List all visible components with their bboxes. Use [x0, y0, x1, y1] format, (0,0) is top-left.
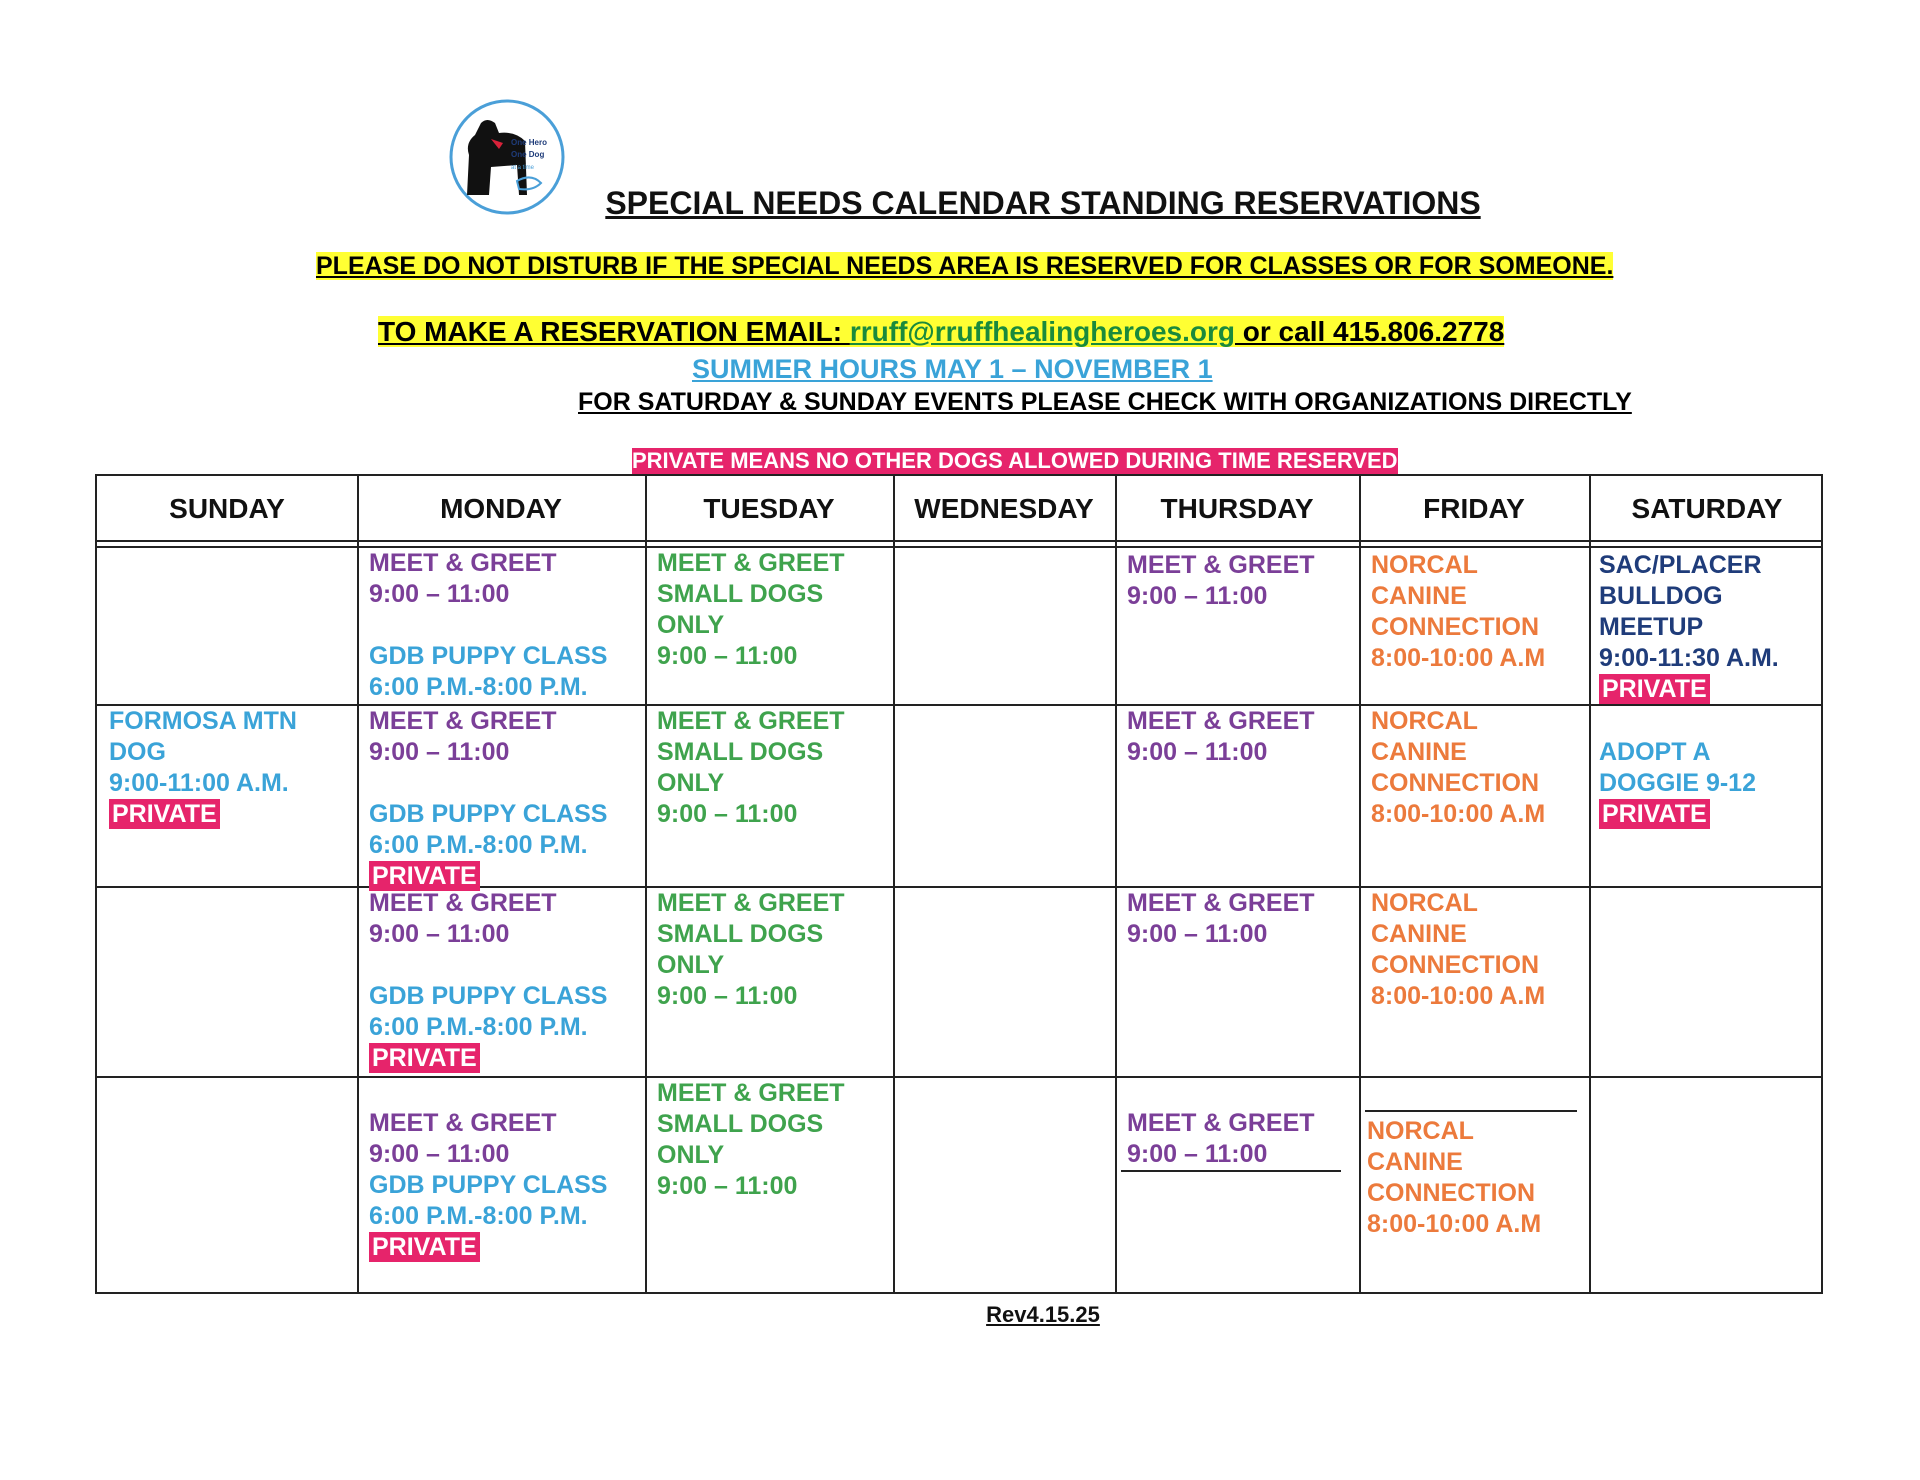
meet-greet-time: 9:00 – 11:00	[657, 982, 798, 1010]
meet-greet-label: MEET & GREET	[1127, 707, 1315, 735]
gdb-class-label: GDB PUPPY CLASS	[369, 800, 608, 828]
meet-greet-time: 9:00 – 11:00	[657, 800, 798, 828]
week1-friday	[1371, 550, 1545, 674]
meet-greet-time: 9:00 – 11:00	[369, 738, 510, 766]
meet-greet-label: MEET & GREET	[369, 889, 557, 917]
reservation-email-link[interactable]: rruff@rruffhealingheroes.org	[849, 316, 1235, 347]
small-dogs-label: SMALL DOGS	[657, 1110, 824, 1138]
header-sunday: SUNDAY	[169, 493, 285, 524]
only-label: ONLY	[657, 611, 725, 639]
week4-tuesday	[657, 1078, 845, 1202]
header-saturday: SATURDAY	[1631, 493, 1783, 524]
adopt-label: ADOPT A	[1599, 738, 1711, 766]
weekend-note: FOR SATURDAY & SUNDAY EVENTS PLEASE CHECK WITH ORGANIZATIONS DIRECTLY	[578, 388, 1632, 416]
canine-label: CANINE	[1371, 738, 1467, 766]
canine-label: CANINE	[1367, 1148, 1463, 1176]
reservation-prefix: TO MAKE A RESERVATION EMAIL:	[378, 316, 850, 347]
gdb-class-time: 6:00 P.M.-8:00 P.M.	[369, 1202, 588, 1230]
norcal-label: NORCAL	[1371, 551, 1478, 579]
calendar-table	[95, 474, 1823, 1294]
reservation-phone: or call 415.806.2778	[1234, 316, 1505, 347]
only-label: ONLY	[657, 1141, 725, 1169]
meet-greet-time: 9:00 – 11:00	[369, 920, 510, 948]
formosa-time: 9:00-11:00 A.M.	[109, 769, 289, 797]
week1-thursday	[1127, 550, 1315, 612]
header-wednesday: WEDNESDAY	[914, 493, 1094, 524]
norcal-time: 8:00-10:00 A.M	[1371, 800, 1546, 828]
week2-friday	[1371, 706, 1545, 830]
meet-greet-label: MEET & GREET	[657, 1079, 845, 1107]
meet-greet-label: MEET & GREET	[369, 549, 557, 577]
header-friday: FRIDAY	[1423, 493, 1525, 524]
norcal-label: NORCAL	[1367, 1117, 1474, 1145]
header-monday: MONDAY	[440, 493, 562, 524]
connection-label: CONNECTION	[1367, 1179, 1536, 1207]
gdb-class-label: GDB PUPPY CLASS	[369, 982, 608, 1010]
only-label: ONLY	[657, 951, 725, 979]
gdb-class-time: 6:00 P.M.-8:00 P.M.	[369, 831, 588, 859]
week3-friday	[1371, 888, 1545, 1012]
week1-tuesday	[657, 548, 845, 672]
week2-thursday	[1127, 706, 1315, 768]
week4-friday	[1367, 1116, 1541, 1240]
private-badge: PRIVATE	[369, 861, 480, 891]
header-thursday: THURSDAY	[1160, 493, 1314, 524]
canine-label: CANINE	[1371, 582, 1467, 610]
week2-sunday	[109, 706, 297, 830]
only-label: ONLY	[657, 769, 725, 797]
meetup-label: MEETUP	[1599, 613, 1704, 641]
private-badge: PRIVATE	[369, 1232, 480, 1262]
formosa-dog-label: DOG	[109, 738, 166, 766]
meet-greet-time: 9:00 – 11:00	[1127, 1140, 1268, 1168]
meet-greet-label: MEET & GREET	[1127, 889, 1315, 917]
small-dogs-label: SMALL DOGS	[657, 920, 824, 948]
header-tuesday: TUESDAY	[703, 493, 835, 524]
gdb-class-label: GDB PUPPY CLASS	[369, 1171, 608, 1199]
friday-overline	[1365, 1110, 1577, 1112]
week3-tuesday	[657, 888, 845, 1012]
week1-monday	[369, 548, 607, 703]
norcal-label: NORCAL	[1371, 889, 1478, 917]
sac-time: 9:00-11:30 A.M.	[1599, 644, 1779, 672]
svg-text:One Dog: One Dog	[511, 150, 545, 159]
norcal-time: 8:00-10:00 A.M	[1371, 982, 1546, 1010]
private-badge: PRIVATE	[1599, 674, 1710, 704]
meet-greet-time: 9:00 – 11:00	[1127, 582, 1268, 610]
canine-label: CANINE	[1371, 920, 1467, 948]
reservation-line	[378, 316, 1504, 348]
small-dogs-label: SMALL DOGS	[657, 580, 824, 608]
private-note: PRIVATE MEANS NO OTHER DOGS ALLOWED DURING TIME RESERVED	[632, 448, 1398, 473]
meet-greet-time: 9:00 – 11:00	[1127, 920, 1268, 948]
week2-saturday	[1599, 737, 1756, 830]
gdb-class-time: 6:00 P.M.-8:00 P.M.	[369, 1013, 588, 1041]
private-badge: PRIVATE	[369, 1043, 480, 1073]
meet-greet-label: MEET & GREET	[657, 549, 845, 577]
page-title: SPECIAL NEEDS CALENDAR STANDING RESERVATIONS	[605, 185, 1481, 221]
gdb-class-time: 6:00 P.M.-8:00 P.M.	[369, 673, 588, 701]
meet-greet-label: MEET & GREET	[369, 1109, 557, 1137]
summer-hours: SUMMER HOURS MAY 1 – NOVEMBER 1	[692, 354, 1213, 384]
norcal-time: 8:00-10:00 A.M	[1367, 1210, 1542, 1238]
meet-greet-time: 9:00 – 11:00	[1127, 738, 1268, 766]
adopt-time: DOGGIE 9-12	[1599, 769, 1756, 797]
connection-label: CONNECTION	[1371, 769, 1540, 797]
meet-greet-label: MEET & GREET	[1127, 1109, 1315, 1137]
week1-saturday	[1599, 550, 1779, 705]
meet-greet-time: 9:00 – 11:00	[369, 1140, 510, 1168]
disturb-warning	[316, 252, 1613, 281]
connection-label: CONNECTION	[1371, 951, 1540, 979]
meet-greet-time: 9:00 – 11:00	[657, 1172, 798, 1200]
meet-greet-time: 9:00 – 11:00	[657, 642, 798, 670]
meet-greet-label: MEET & GREET	[657, 707, 845, 735]
thursday-underline	[1121, 1170, 1341, 1172]
connection-label: CONNECTION	[1371, 613, 1540, 641]
norcal-label: NORCAL	[1371, 707, 1478, 735]
gdb-class-label: GDB PUPPY CLASS	[369, 642, 608, 670]
sac-placer-label: SAC/PLACER	[1599, 551, 1762, 579]
disturb-warning-text: PLEASE DO NOT DISTURB IF THE SPECIAL NEEDS AREA IS RESERVED FOR CLASSES OR FOR SOMEONE.	[316, 252, 1614, 280]
bulldog-label: BULLDOG	[1599, 582, 1723, 610]
week2-monday	[369, 706, 607, 892]
private-badge: PRIVATE	[1599, 799, 1710, 829]
svg-text:One Hero: One Hero	[511, 138, 548, 147]
week2-tuesday	[657, 706, 845, 830]
meet-greet-label: MEET & GREET	[657, 889, 845, 917]
meet-greet-label: MEET & GREET	[1127, 551, 1315, 579]
week3-monday	[369, 888, 607, 1074]
private-badge: PRIVATE	[109, 799, 220, 829]
meet-greet-time: 9:00 – 11:00	[369, 580, 510, 608]
norcal-time: 8:00-10:00 A.M	[1371, 644, 1546, 672]
revision-label: Rev4.15.25	[986, 1302, 1100, 1327]
meet-greet-label: MEET & GREET	[369, 707, 557, 735]
small-dogs-label: SMALL DOGS	[657, 738, 824, 766]
week4-thursday	[1127, 1108, 1315, 1170]
week4-monday	[369, 1108, 607, 1263]
formosa-label: FORMOSA MTN	[109, 707, 297, 735]
svg-text:at a time: at a time	[511, 165, 535, 171]
week3-thursday	[1127, 888, 1315, 950]
